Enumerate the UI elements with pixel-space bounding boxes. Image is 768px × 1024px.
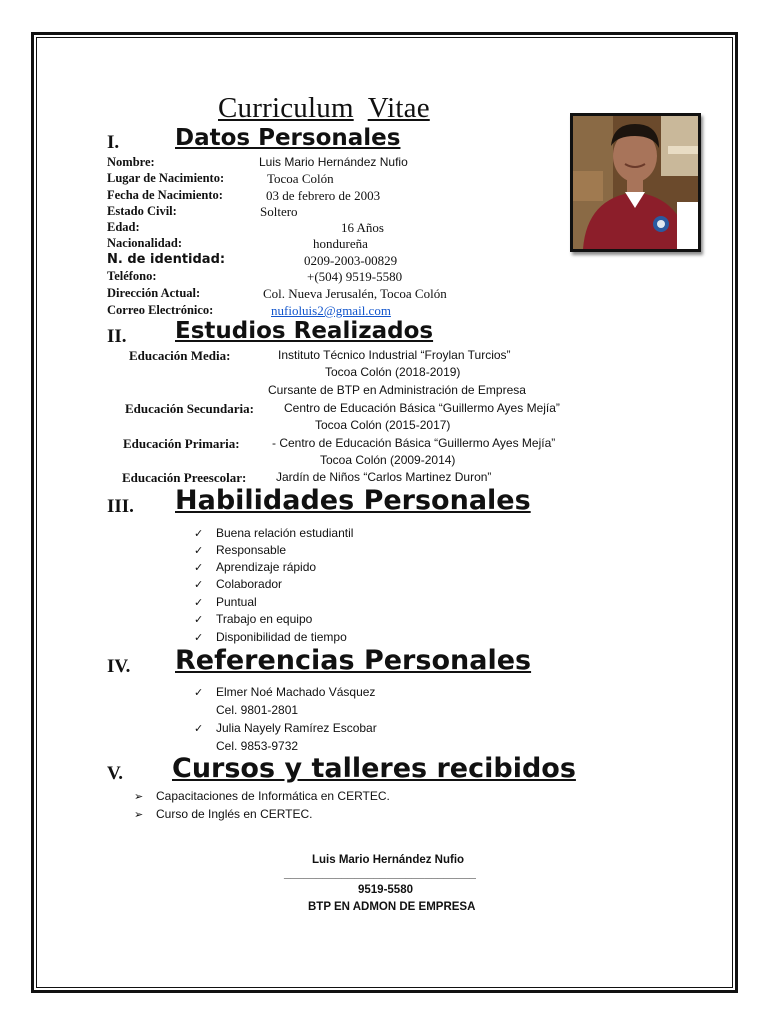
skill-text: Colaborador [216, 577, 283, 591]
section-2-number: II. [107, 326, 127, 347]
skill-text: Puntual [216, 595, 257, 609]
reference-name: Julia Nayely Ramírez Escobar [216, 721, 377, 735]
checkmark-icon: ✓ [194, 722, 204, 735]
title-word-1: Curriculum [218, 92, 354, 124]
telefono-label: Teléfono: [107, 269, 157, 283]
reference-phone: Cel. 9853-9732 [216, 739, 299, 753]
section-5-title: Cursos y talleres recibidos [172, 753, 576, 784]
fecha-value: 03 de febrero de 2003 [266, 188, 381, 203]
skill-text: Responsable [216, 543, 287, 557]
checkmark-icon: ✓ [194, 561, 204, 574]
reference-name: Elmer Noé Machado Vásquez [216, 685, 376, 699]
skill-text: Buena relación estudiantil [216, 526, 354, 540]
title-word-2: Vitae [367, 92, 430, 124]
course-item [134, 789, 390, 803]
identidad-label: N. de identidad: [107, 252, 226, 267]
signature-phone: 9519-5580 [358, 884, 413, 896]
identidad-value: 0209-2003-00829 [304, 253, 398, 268]
nombre-value: Luis Mario Hernández Nufio [259, 155, 408, 169]
signature-line: ______________________________ [284, 868, 476, 880]
skill-item [194, 595, 257, 609]
skill-item [194, 612, 312, 626]
skill-item [194, 560, 316, 574]
skill-text: Trabajo en equipo [216, 612, 313, 626]
section-4-title: Referencias Personales [175, 645, 532, 676]
signature-name: Luis Mario Hernández Nufio [312, 854, 465, 866]
edad-label: Edad: [107, 220, 140, 234]
nacionalidad-label: Nacionalidad: [107, 236, 183, 250]
correo-link[interactable]: nufioluis2@gmail.com [271, 303, 391, 318]
checkmark-icon: ✓ [194, 544, 204, 557]
civil-value: Soltero [260, 204, 298, 219]
section-1-number: I. [107, 132, 120, 153]
profile-photo [570, 113, 701, 252]
course-text: Capacitaciones de Informática en CERTEC. [156, 789, 390, 803]
telefono-value: +(504) 9519-5580 [307, 269, 403, 284]
edu-media-line-2: Tocoa Colón (2018-2019) [325, 365, 461, 379]
edu-primaria-line-2: Tocoa Colón (2009-2014) [320, 453, 456, 467]
edu-media-line-3: Cursante de BTP en Administración de Empresa [268, 383, 526, 397]
edad-value: 16 Años [341, 220, 384, 235]
arrow-bullet-icon: ➢ [134, 808, 144, 821]
edu-secundaria-line-2: Tocoa Colón (2015-2017) [315, 418, 451, 432]
section-2-title: Estudios Realizados [175, 318, 434, 344]
nombre-label: Nombre: [107, 155, 155, 169]
profile-photo-image [573, 116, 698, 249]
section-3-number: III. [107, 496, 134, 517]
reference-item [194, 721, 377, 735]
checkmark-icon: ✓ [194, 686, 204, 699]
civil-label: Estado Civil: [107, 204, 177, 218]
lugar-label: Lugar de Nacimiento: [107, 171, 225, 185]
direccion-label: Dirección Actual: [107, 286, 201, 300]
edu-media-line-1: Instituto Técnico Industrial “Froylan Turcios” [278, 348, 511, 362]
signature-degree: BTP EN ADMON DE EMPRESA [308, 901, 476, 913]
section-5-number: V. [107, 763, 124, 784]
fecha-label: Fecha de Nacimiento: [107, 188, 223, 202]
skill-item [194, 526, 353, 540]
correo-label: Correo Electrónico: [107, 303, 214, 317]
nacionalidad-value: hondureña [313, 236, 368, 251]
direccion-value: Col. Nueva Jerusalén, Tocoa Colón [263, 286, 447, 301]
checkmark-icon: ✓ [194, 578, 204, 591]
section-1-title: Datos Personales [175, 125, 401, 151]
section-3-title: Habilidades Personales [175, 485, 531, 516]
edu-media-label: Educación Media: [129, 348, 231, 363]
edu-preescolar-label: Educación Preescolar: [122, 470, 247, 485]
skill-item [194, 577, 282, 591]
skill-item [194, 630, 347, 644]
skill-item [194, 543, 286, 557]
course-text: Curso de Inglés en CERTEC. [156, 807, 313, 821]
course-item [134, 807, 313, 821]
lugar-value: Tocoa Colón [267, 171, 334, 186]
arrow-bullet-icon: ➢ [134, 790, 144, 803]
edu-primaria-line-1: - Centro de Educación Básica “Guillermo Ayes Mejía” [272, 436, 556, 450]
reference-phone: Cel. 9801-2801 [216, 703, 299, 717]
edu-preescolar-line-1: Jardín de Niños “Carlos Martinez Duron” [276, 470, 492, 484]
checkmark-icon: ✓ [194, 613, 204, 626]
document-title [218, 92, 430, 125]
edu-primaria-label: Educación Primaria: [123, 436, 240, 451]
section-4-number: IV. [107, 656, 131, 677]
skill-text: Disponibilidad de tiempo [216, 630, 347, 644]
checkmark-icon: ✓ [194, 631, 204, 644]
edu-secundaria-line-1: Centro de Educación Básica “Guillermo Ayes Mejía” [284, 401, 560, 415]
checkmark-icon: ✓ [194, 596, 204, 609]
edu-secundaria-label: Educación Secundaria: [125, 401, 254, 416]
reference-item [194, 685, 375, 699]
skill-text: Aprendizaje rápido [216, 560, 317, 574]
checkmark-icon: ✓ [194, 527, 204, 540]
